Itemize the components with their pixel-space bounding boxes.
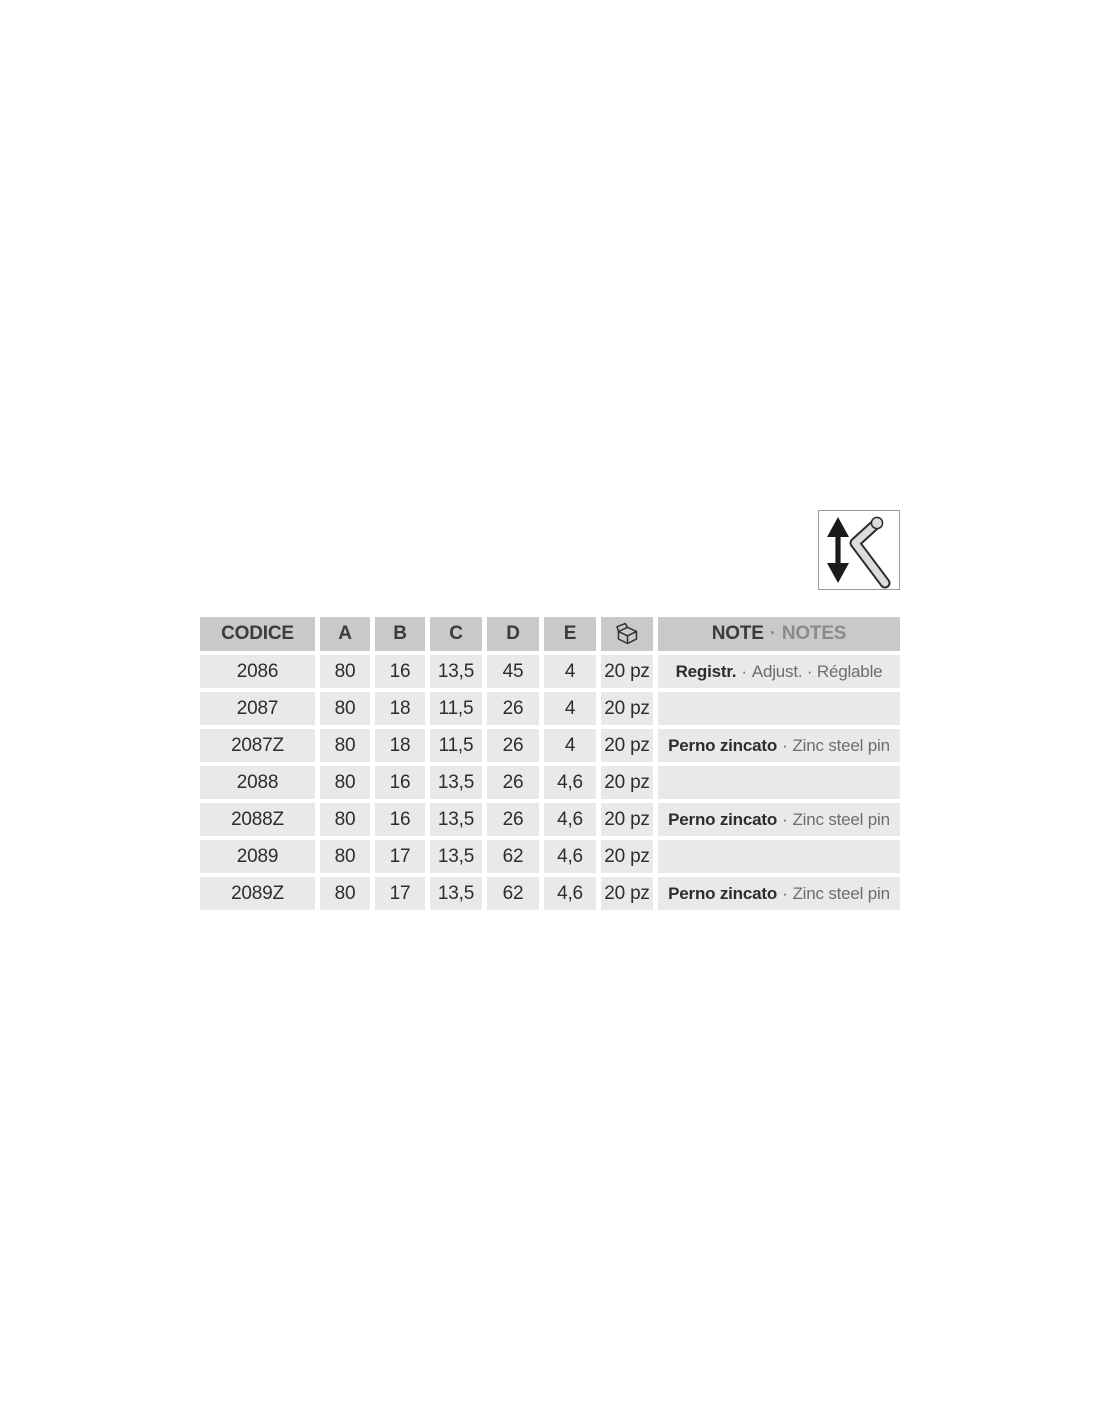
cell-e: 4 — [544, 692, 596, 725]
cell-code: 2089Z — [200, 877, 315, 910]
cell-qty: 20 pz — [601, 877, 653, 910]
cell-note — [658, 655, 900, 688]
cell-c: 13,5 — [430, 877, 482, 910]
column-header-d: D — [487, 617, 539, 651]
header-note-separator: · — [769, 623, 776, 644]
cell-qty: 20 pz — [601, 766, 653, 799]
column-header-b: B — [375, 617, 425, 651]
cell-b: 17 — [375, 877, 425, 910]
legend-icon-box — [818, 510, 900, 590]
note-separator: · — [782, 883, 788, 903]
cell-a: 80 — [320, 692, 370, 725]
cell-note — [658, 803, 900, 836]
note-primary: Perno zincato — [668, 809, 778, 829]
column-header-notes — [658, 617, 900, 651]
cell-note — [658, 840, 900, 873]
header-notes-label: NOTES — [781, 623, 847, 644]
cell-qty: 20 pz — [601, 840, 653, 873]
cell-code: 2088 — [200, 766, 315, 799]
cell-e: 4,6 — [544, 766, 596, 799]
cell-c: 11,5 — [430, 692, 482, 725]
cell-b: 17 — [375, 840, 425, 873]
cell-note — [658, 692, 900, 725]
cell-c: 13,5 — [430, 655, 482, 688]
cell-d: 26 — [487, 766, 539, 799]
cell-qty: 20 pz — [601, 655, 653, 688]
cell-b: 16 — [375, 803, 425, 836]
note-separator: · — [782, 809, 788, 829]
cell-d: 62 — [487, 840, 539, 873]
note-secondary: Zinc steel pin — [792, 809, 890, 829]
note-primary: Perno zincato — [668, 735, 778, 755]
column-header-package — [601, 617, 653, 651]
up-down-arrow-icon — [827, 517, 849, 583]
legend-icon-graphic — [819, 511, 899, 589]
cell-note — [658, 877, 900, 910]
cell-e: 4,6 — [544, 840, 596, 873]
column-header-codice: CODICE — [200, 617, 315, 651]
cell-a: 80 — [320, 729, 370, 762]
cell-note — [658, 729, 900, 762]
cell-a: 80 — [320, 877, 370, 910]
cell-b: 18 — [375, 729, 425, 762]
column-header-e: E — [544, 617, 596, 651]
allen-key-icon — [855, 517, 885, 583]
cell-c: 13,5 — [430, 840, 482, 873]
column-header-c: C — [430, 617, 482, 651]
cell-d: 26 — [487, 803, 539, 836]
cell-d: 26 — [487, 729, 539, 762]
cell-qty: 20 pz — [601, 729, 653, 762]
cell-code: 2088Z — [200, 803, 315, 836]
cell-code: 2089 — [200, 840, 315, 873]
note-secondary: Zinc steel pin — [792, 735, 890, 755]
cell-d: 26 — [487, 692, 539, 725]
cell-qty: 20 pz — [601, 692, 653, 725]
cell-d: 45 — [487, 655, 539, 688]
cell-note — [658, 766, 900, 799]
cell-code: 2087Z — [200, 729, 315, 762]
note-primary: Perno zincato — [668, 883, 778, 903]
cell-a: 80 — [320, 655, 370, 688]
package-icon — [614, 621, 641, 648]
header-note-label: NOTE — [711, 623, 764, 644]
cell-qty: 20 pz — [601, 803, 653, 836]
cell-c: 13,5 — [430, 766, 482, 799]
cell-b: 16 — [375, 655, 425, 688]
cell-e: 4,6 — [544, 803, 596, 836]
cell-b: 18 — [375, 692, 425, 725]
cell-a: 80 — [320, 766, 370, 799]
cell-code: 2086 — [200, 655, 315, 688]
cell-e: 4 — [544, 729, 596, 762]
cell-c: 13,5 — [430, 803, 482, 836]
column-header-a: A — [320, 617, 370, 651]
cell-c: 11,5 — [430, 729, 482, 762]
cell-e: 4,6 — [544, 877, 596, 910]
note-secondary: Zinc steel pin — [792, 883, 890, 903]
note-secondary: Adjust. · Réglable — [751, 661, 883, 681]
cell-a: 80 — [320, 803, 370, 836]
cell-e: 4 — [544, 655, 596, 688]
note-primary: Registr. — [675, 661, 737, 681]
cell-d: 62 — [487, 877, 539, 910]
cell-code: 2087 — [200, 692, 315, 725]
product-table — [200, 617, 900, 910]
note-separator: · — [741, 661, 747, 681]
note-separator: · — [782, 735, 788, 755]
cell-a: 80 — [320, 840, 370, 873]
cell-b: 16 — [375, 766, 425, 799]
